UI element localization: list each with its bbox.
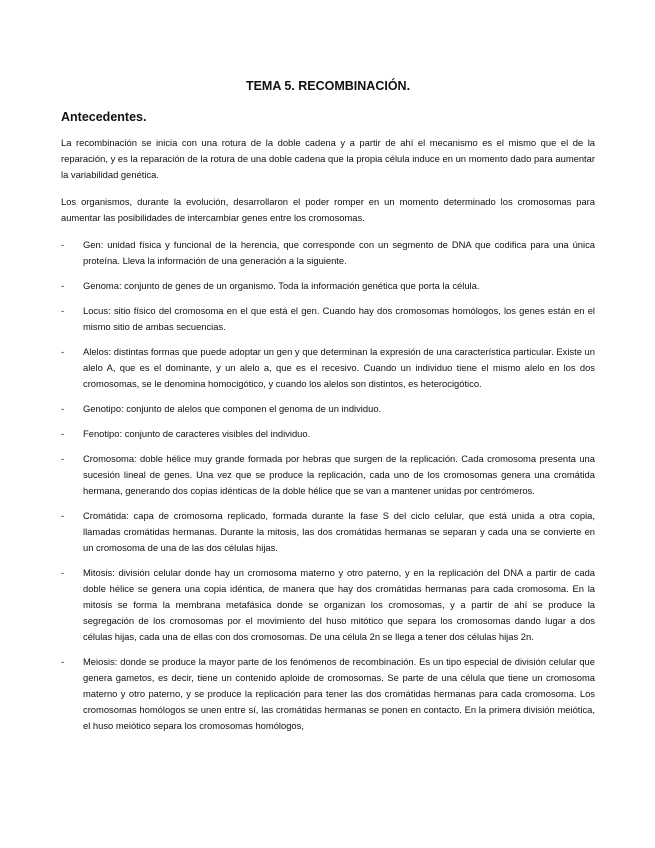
page-title: TEMA 5. RECOMBINACIÓN. [245, 79, 411, 93]
bullet-dash: - [61, 656, 65, 667]
list-item-alelos [61, 344, 595, 392]
bullet-dash: - [61, 305, 65, 316]
section-heading: Antecedentes. [61, 110, 147, 124]
list-item-text: Gen: unidad física y funcional de la herencia, que corresponde con un segmento de DNA que codifica para una única proteína. Lleva la información de una generación a la siguiente. [83, 239, 595, 266]
bullet-dash: - [61, 567, 65, 578]
bullet-dash: - [61, 346, 65, 357]
paragraph-intro: La recombinación se inicia con una rotura de la doble cadena y a partir de ahí el mecanismo es el mismo que el de la reparación, y es la reparación de la rotura de una doble cadena que la propia célula induce en un momento dado para aumentar la variabilidad genética. [61, 137, 595, 180]
bullet-dash: - [61, 510, 65, 521]
list-item-fenotipo [61, 426, 595, 442]
bullet-dash: - [61, 453, 65, 464]
list-item-cromatida [61, 508, 595, 556]
list-item-genotipo [61, 401, 595, 417]
list-item-cromosoma [61, 451, 595, 499]
list-item-text: Fenotipo: conjunto de caracteres visibles del individuo. [83, 428, 311, 439]
document-body [61, 78, 595, 743]
list-item-text: Locus: sitio físico del cromosoma en el que está el gen. Cuando hay dos cromosomas homólogos, los genes están en el mismo sitio de ambas secuencias. [83, 305, 595, 332]
bullet-dash: - [61, 403, 65, 414]
list-item-mitosis [61, 565, 595, 645]
list-item-text: Alelos: distintas formas que puede adoptar un gen y que determinan la expresión de una característica particular. Existe un alelo A, que es el dominante, y un alelo a, que es el recesivo. Cuando un individuo tiene el mismo alelo en los dos cromosomas, se le denomina homocigótico, y cuando los alelos son distintos, es heterocigótico. [83, 346, 595, 389]
definition-list [61, 237, 595, 734]
list-item-locus [61, 303, 595, 335]
list-item-meiosis [61, 654, 595, 734]
bullet-dash: - [61, 280, 65, 291]
list-item-genoma [61, 278, 595, 294]
list-item-text: Cromosoma: doble hélice muy grande formada por hebras que surgen de la replicación. Cada cromosoma presenta una sucesión lineal de genes. Una vez que se produce la replicación, cada uno de los cromosomas genera una cromátida hermana, generando dos copias idénticas de la doble hélice que se van a mantener unidas por centrómeros. [83, 453, 595, 496]
list-item-text: Cromátida: capa de cromosoma replicado, formada durante la fase S del ciclo celular, que está unida a otra copia, llamadas cromátidas hermanas. Durante la mitosis, las dos cromátidas hermanas se separan y cada una se convierte en un cromosoma de una de las dos células hijas. [83, 510, 595, 553]
list-item-text: Genoma: conjunto de genes de un organismo. Toda la información genética que porta la célula. [83, 280, 480, 291]
list-item-text: Genotipo: conjunto de alelos que componen el genoma de un individuo. [83, 403, 382, 414]
bullet-dash: - [61, 239, 65, 250]
list-item-gen [61, 237, 595, 269]
list-item-text: Mitosis: división celular donde hay un cromosoma materno y otro paterno, y en la replicación del DNA a partir de cada doble hélice se genera una copia idéntica, de manera que hay dos cromátidas hermanas para cada cromosoma. En la mitosis se forma la membrana metafásica donde se organizan los cromosomas, y a partir de ahí se produce la segregación de los cromosomas por el movimiento del huso mitótico que separa los cromosomas dando lugar a dos células hijas, cada una de ellas con dos cromosomas. De una célula 2n se llega a tener dos células hijas 2n. [83, 567, 595, 642]
paragraph-evolution: Los organismos, durante la evolución, desarrollaron el poder romper en un momento determinado los cromosomas para aumentar las posibilidades de intercambiar genes entre los cromosomas. [61, 196, 595, 223]
bullet-dash: - [61, 428, 65, 439]
list-item-text: Meiosis: donde se produce la mayor parte de los fenómenos de recombinación. Es un tipo especial de división celular que genera gametos, es decir, tiene un contenido aploide de cromosomas. Se parte de una célula que tiene un cromosoma materno y otro paterno, y se produce la replicación para tener las dos cromátidas hermanas para cada cromosoma. Los cromosomas homólogos se unen entre sí, las cromátidas hermanas se ponen en contacto. En la primera división meiótica, el huso meiótico separa los cromosomas homólogos, [83, 656, 595, 731]
